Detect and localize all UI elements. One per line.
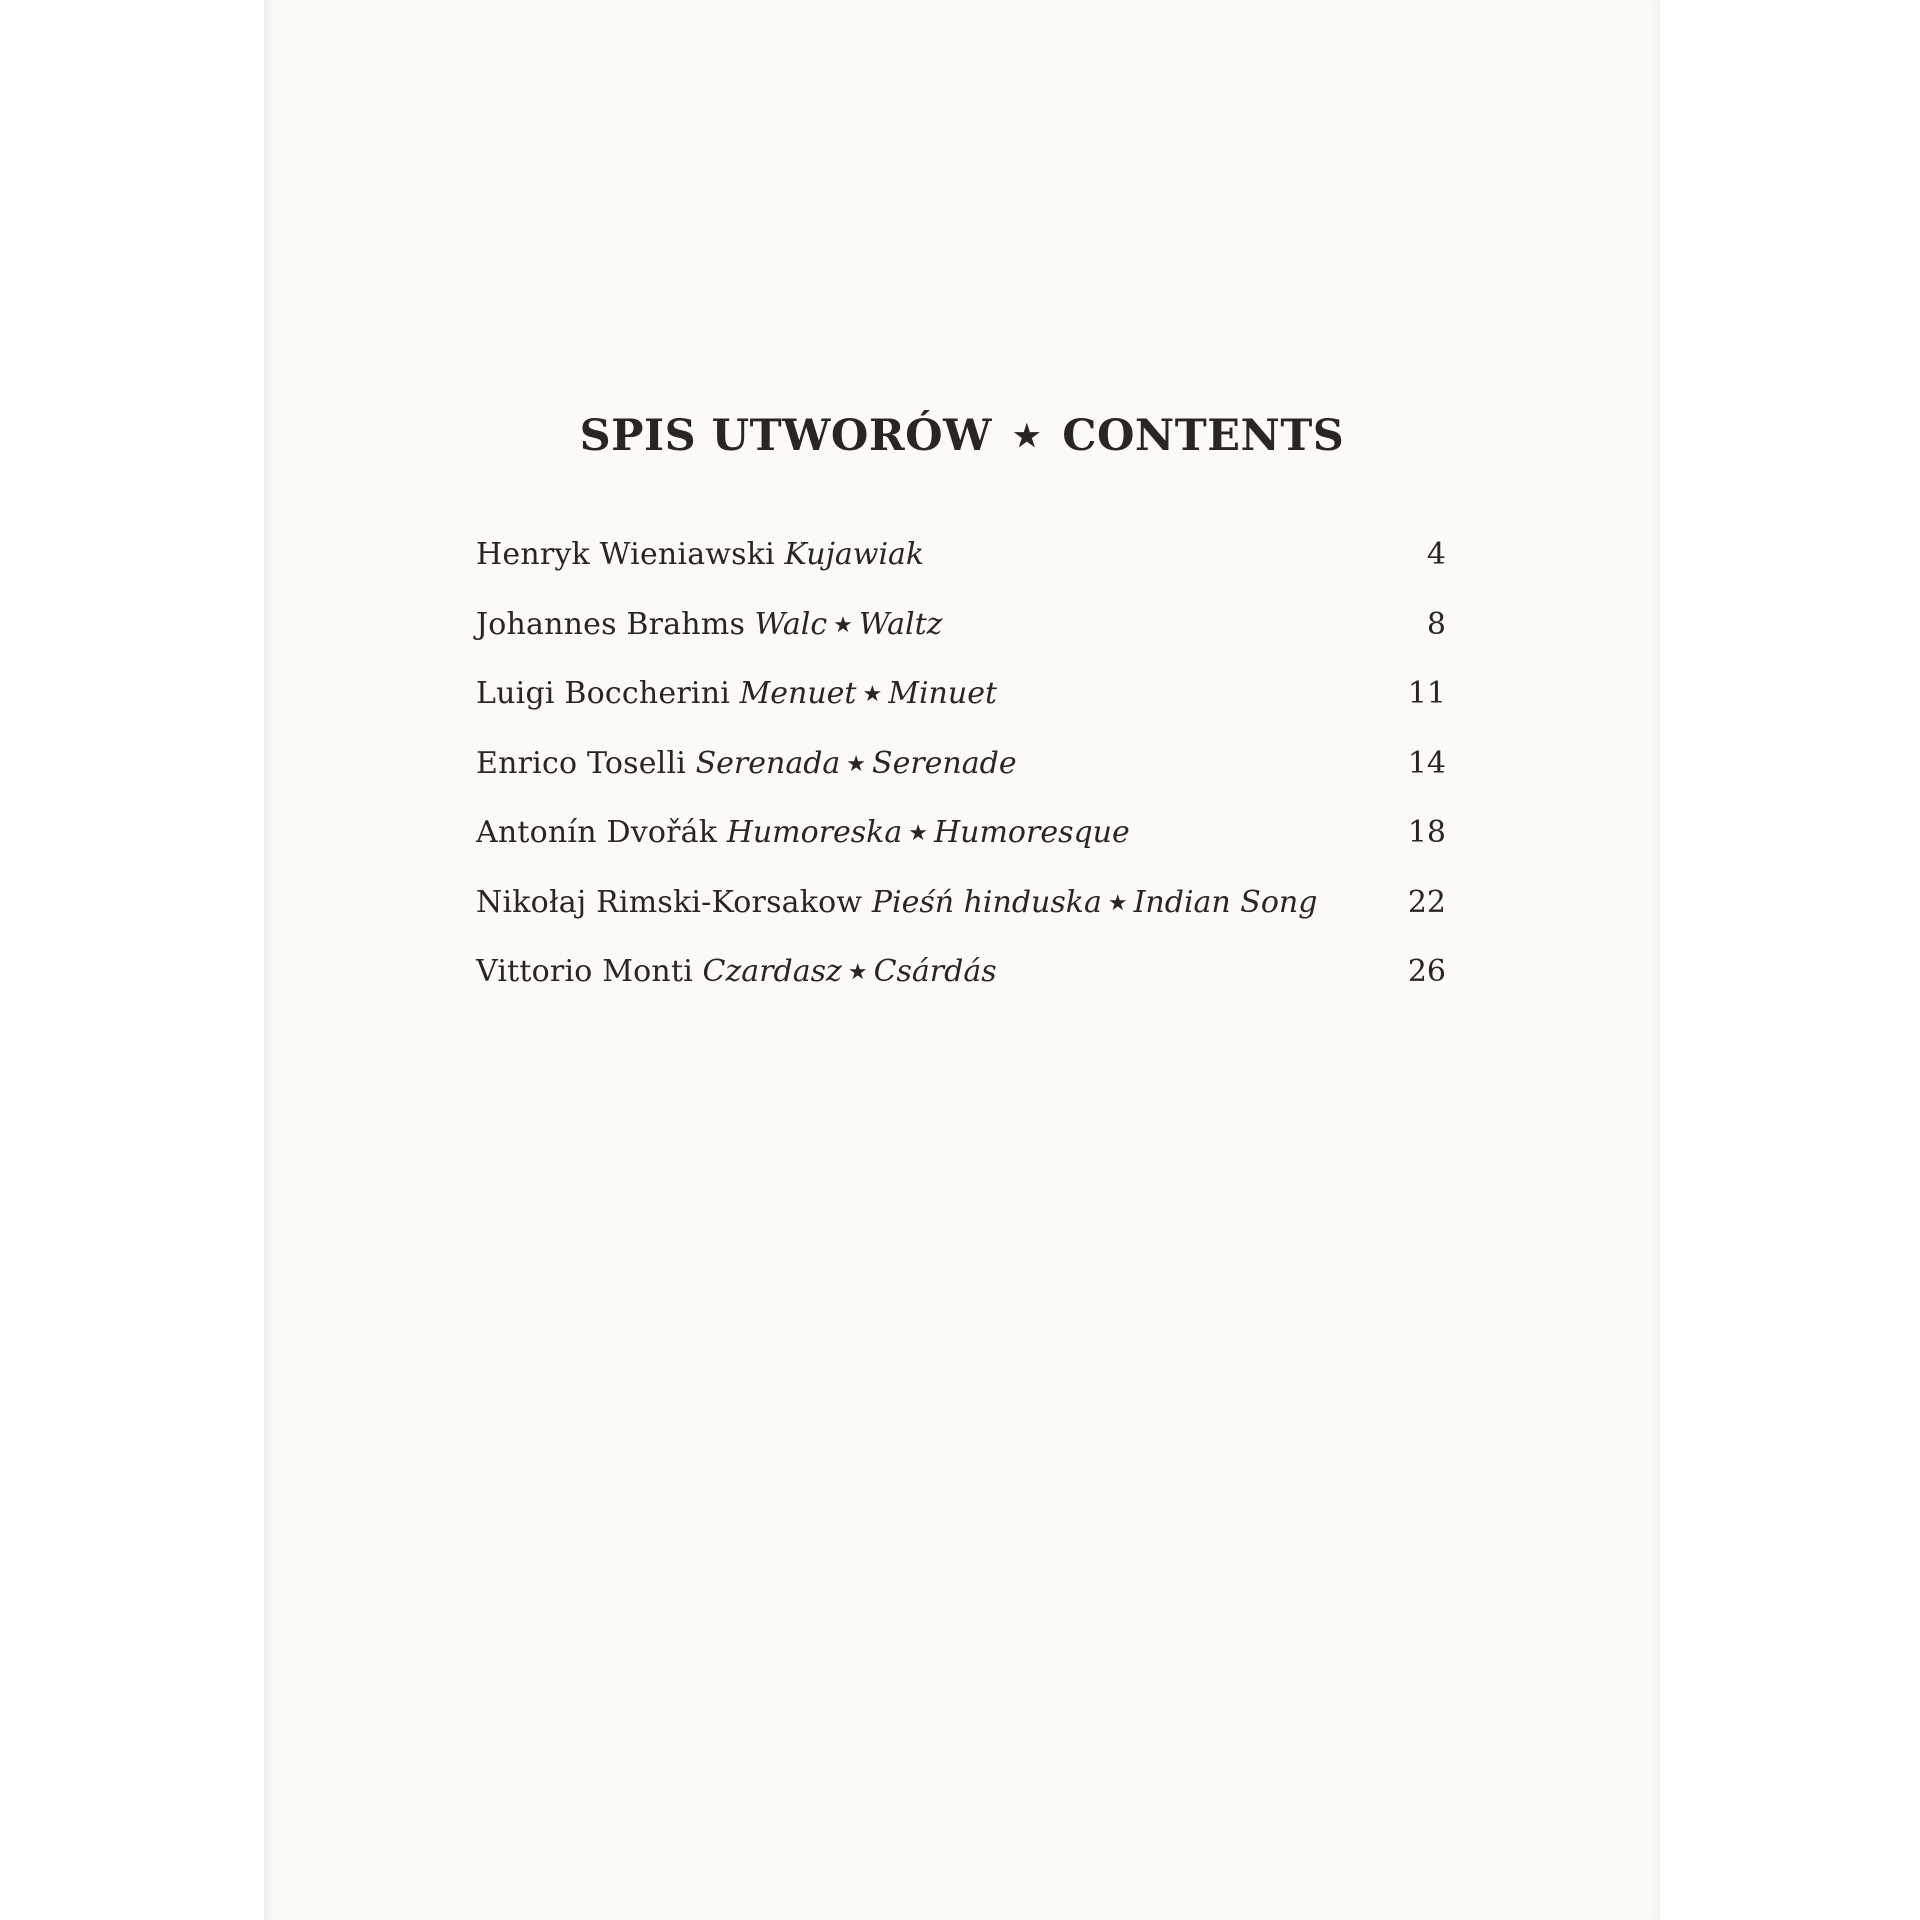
work-title-english: Csárdás — [873, 954, 997, 989]
star-separator-icon: ★ — [1013, 418, 1041, 454]
star-separator-icon: ★ — [847, 960, 868, 985]
heading-english: CONTENTS — [1062, 410, 1345, 461]
work-title-polish: Kujawiak — [784, 537, 925, 572]
toc-entry — [476, 671, 1446, 741]
work-title-polish: Czardasz — [702, 954, 842, 989]
contents-heading — [264, 411, 1660, 461]
toc-entry — [476, 741, 1446, 811]
star-separator-icon: ★ — [833, 612, 853, 638]
star-separator-icon: ★ — [862, 682, 883, 707]
work-title-english: Waltz — [858, 606, 943, 642]
composer-name: Luigi Boccherini — [476, 676, 731, 711]
toc-entry — [476, 949, 1446, 1019]
work-title-polish: Serenada — [695, 745, 841, 781]
page-number: 11 — [1407, 676, 1446, 711]
star-separator-icon: ★ — [1107, 890, 1128, 916]
table-of-contents — [476, 532, 1446, 1019]
work-title-polish: Pieśń hinduska — [871, 884, 1102, 920]
composer-name: Vittorio Monti — [476, 954, 693, 989]
work-title-english: Humoresque — [933, 815, 1130, 850]
book-page — [264, 0, 1660, 1920]
work-title-polish: Walc — [754, 606, 828, 642]
star-separator-icon: ★ — [846, 751, 867, 777]
work-title-english: Minuet — [888, 676, 997, 711]
page-number: 26 — [1407, 954, 1446, 989]
page-number: 18 — [1407, 815, 1446, 850]
heading-polish: SPIS UTWORÓW — [579, 410, 992, 461]
work-title-english: Indian Song — [1133, 884, 1318, 920]
toc-entry — [476, 602, 1446, 672]
composer-name: Henryk Wieniawski — [476, 537, 775, 572]
work-title-english: Serenade — [872, 745, 1017, 781]
composer-name: Enrico Toselli — [476, 745, 687, 781]
work-title-polish: Menuet — [739, 676, 857, 711]
work-title-polish: Humoreska — [726, 815, 903, 850]
composer-name: Johannes Brahms — [476, 606, 746, 642]
star-separator-icon: ★ — [908, 821, 928, 846]
toc-entry — [476, 880, 1446, 950]
page-number: 14 — [1407, 745, 1446, 781]
toc-entry — [476, 810, 1446, 880]
composer-name: Antonín Dvořák — [476, 815, 718, 850]
page-number: 22 — [1407, 884, 1446, 920]
page-number: 4 — [1426, 537, 1446, 572]
composer-name: Nikołaj Rimski-Korsakow — [476, 884, 863, 920]
page-number: 8 — [1426, 606, 1446, 642]
toc-entry — [476, 532, 1446, 602]
